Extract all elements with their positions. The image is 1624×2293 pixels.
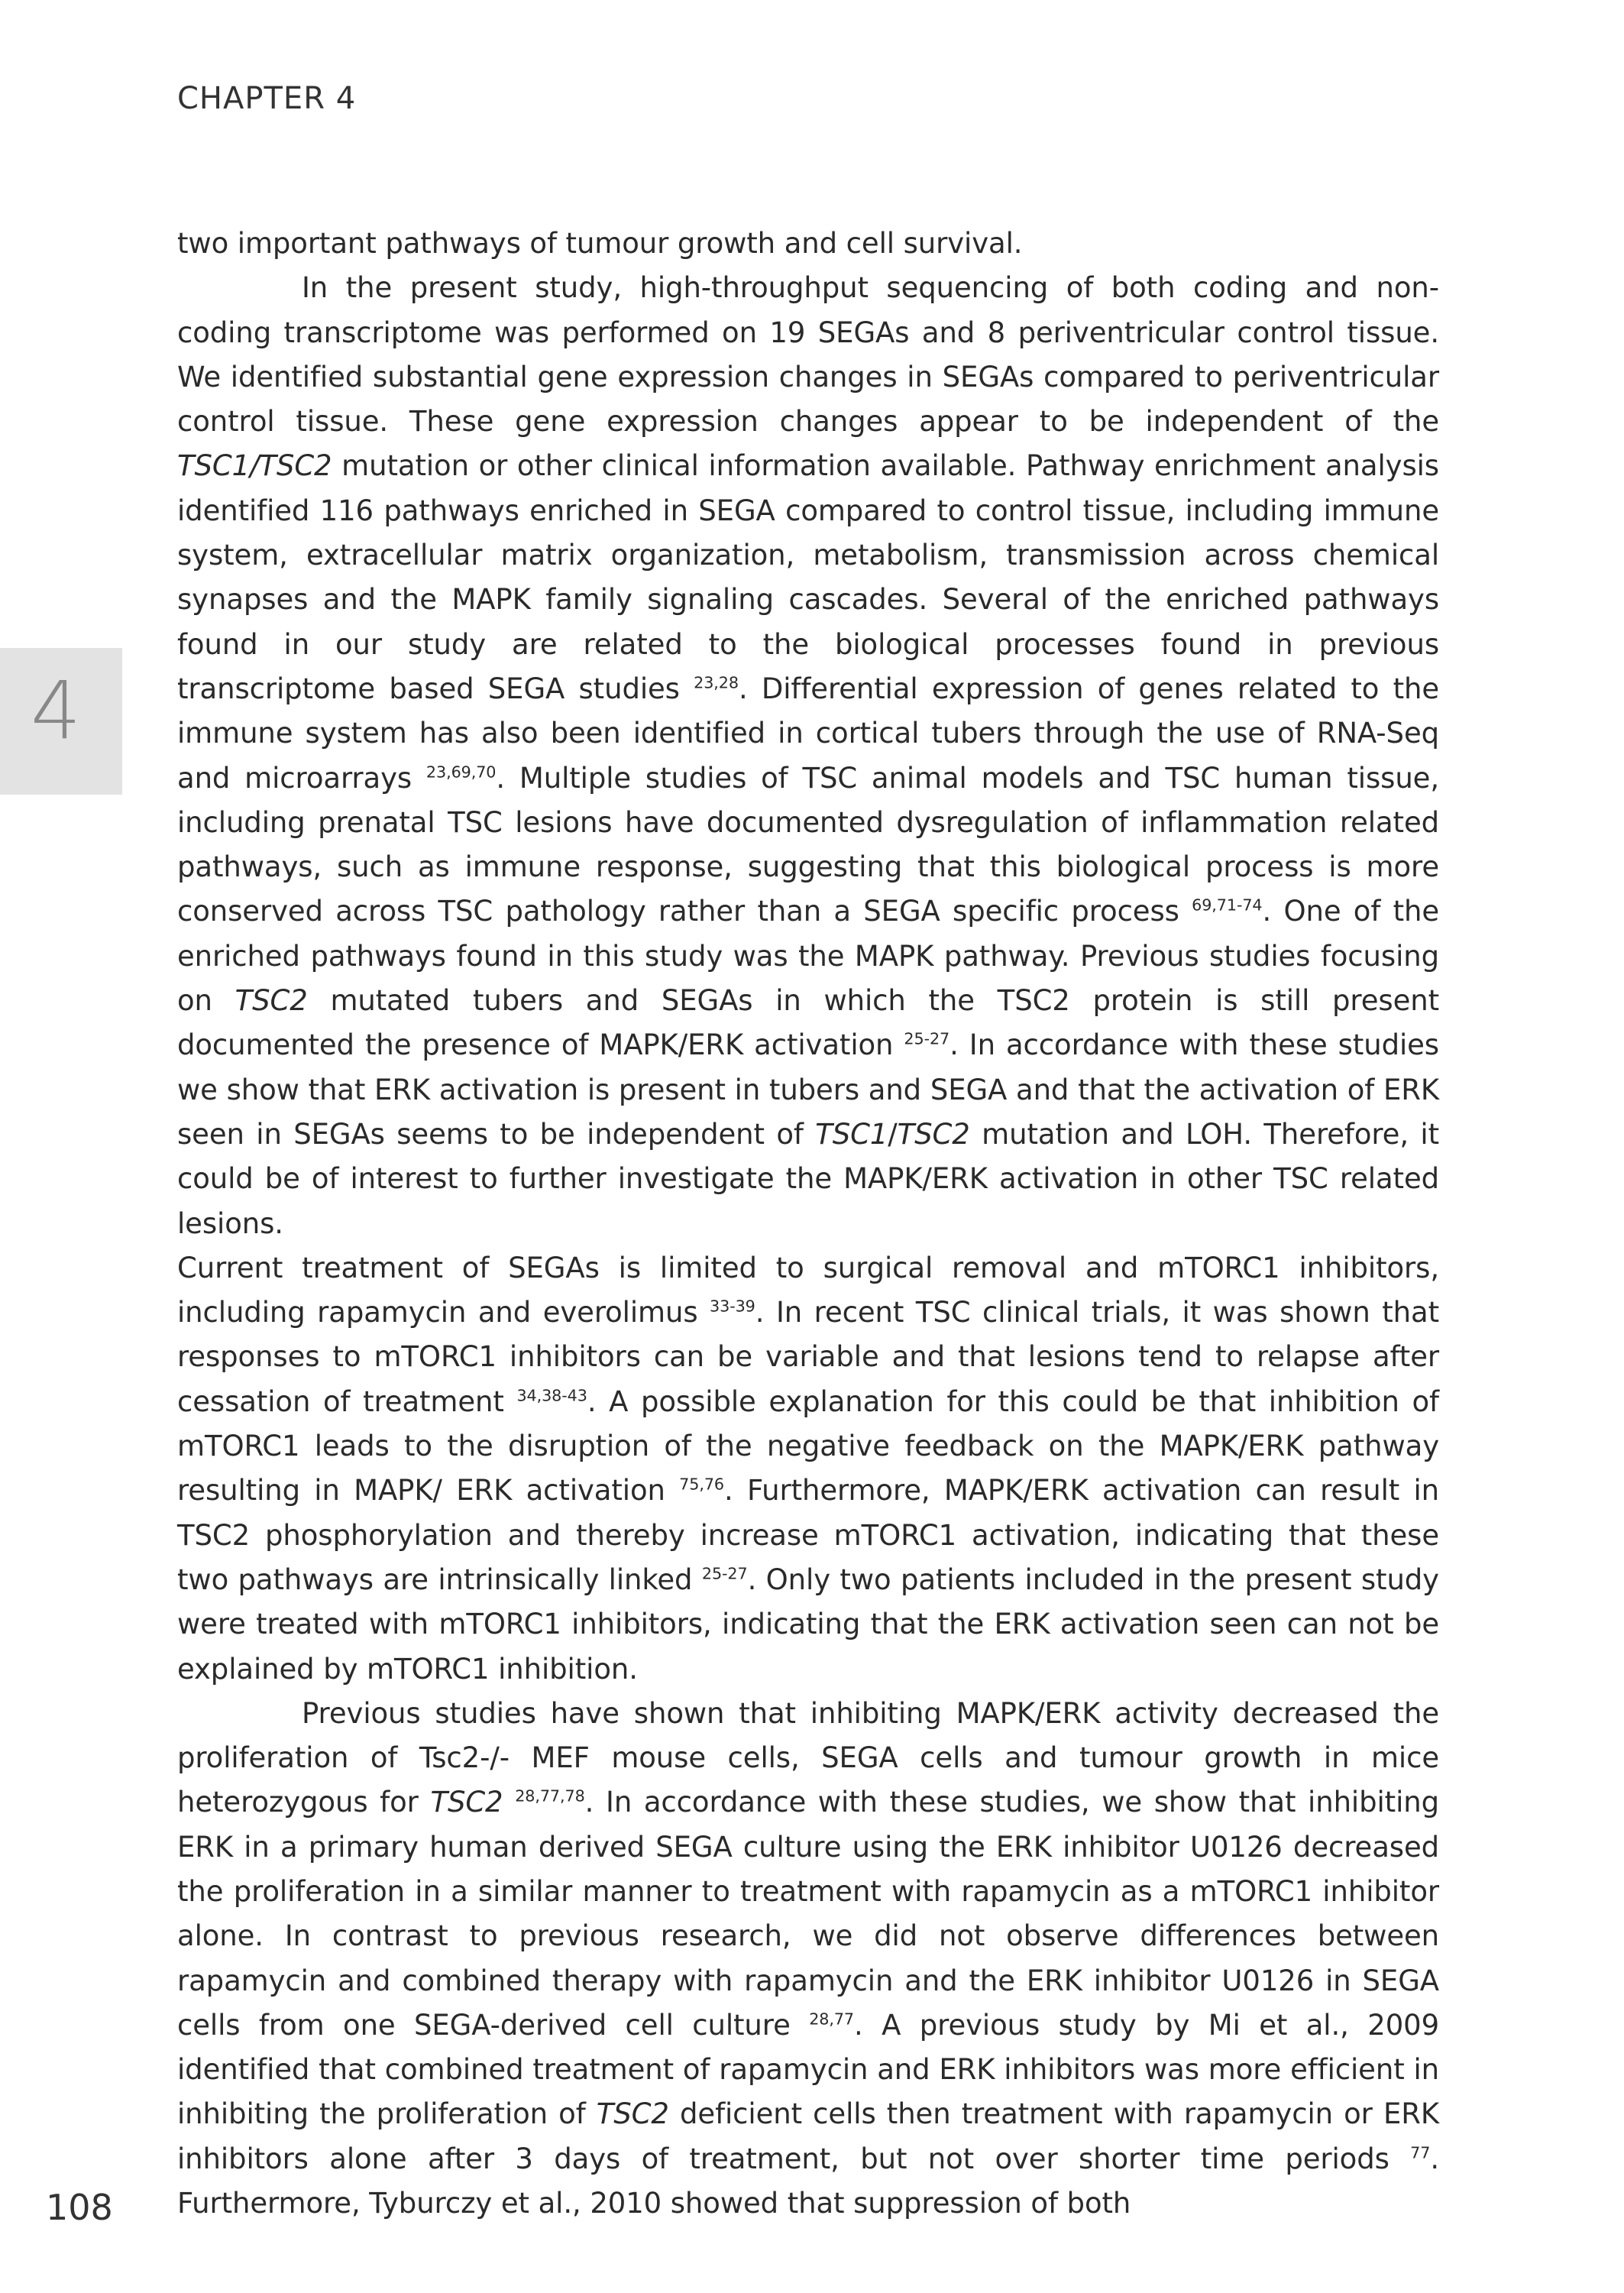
italic-term: TSC2 <box>235 984 308 1018</box>
text-run <box>503 1786 516 1819</box>
text-run: In the present study, high-throughput sequencing of both coding and non-coding transcriptome was performed on 19 SEGAs and 8 periventricular control tissue. We identified substantial gene expression changes in SEGAs compared to periventricular control tissue. These gene expression changes appear to be independent of the <box>177 271 1439 439</box>
text-run: two important pathways of tumour growth and cell survival. <box>177 227 1023 260</box>
citation-reference: 77 <box>1410 2143 1431 2162</box>
text-run: . Furthermore, MAPK/ERK activation can result in TSC2 phosphorylation and thereby increase mTORC1 activation, indicating that these two pathways are intrinsically linked <box>177 1474 1439 1596</box>
citation-reference: 28,77 <box>809 2010 855 2029</box>
citation-reference: 69,71-74 <box>1192 896 1263 915</box>
page-number: 108 <box>46 2187 113 2228</box>
text-run: . One of the enriched pathways found in this study was the MAPK pathway. Previous studies focusing on <box>177 895 1439 1018</box>
citation-reference: 25-27 <box>701 1564 748 1583</box>
italic-term: TSC1/TSC2 <box>177 449 332 483</box>
italic-term: TSC2 <box>596 2097 669 2131</box>
text-run: . A possible explanation for this could be that inhibition of mTORC1 leads to the disruption of the negative feedback on the MAPK/ERK pathway resulting in MAPK/ ERK activation <box>177 1385 1439 1508</box>
text-run: / <box>888 1117 898 1151</box>
text-run: . In recent TSC clinical trials, it was shown that responses to mTORC1 inhibitors can be variable and that lesions tend to relapse after cessation of treatment <box>177 1296 1439 1418</box>
italic-term: TSC2 <box>897 1117 970 1151</box>
text-run: deficient cells then treatment with rapamycin or ERK inhibitors alone after 3 days of treatment, but not over shorter time periods <box>177 2097 1439 2175</box>
paragraph <box>177 1692 1439 2227</box>
chapter-header: CHAPTER 4 <box>177 81 357 116</box>
citation-reference: 25-27 <box>904 1029 950 1048</box>
text-run: . Differential expression of genes related to the immune system has also been identified in cortical tubers through the use of RNA-Seq and microarrays <box>177 672 1439 795</box>
text-run: . Furthermore, Tyburczy et al., 2010 showed that suppression of both <box>177 2142 1439 2220</box>
text-run: mutated tubers and SEGAs in which the TSC2 protein is still present documented the presence of MAPK/ERK activation <box>177 984 1439 1062</box>
text-run: . In accordance with these studies we show that ERK activation is present in tubers and SEGA and that the activation of ERK seen in SEGAs seems to be independent of <box>177 1028 1439 1151</box>
chapter-tab <box>0 648 122 795</box>
citation-reference: 33-39 <box>710 1297 755 1316</box>
paragraph <box>177 266 1439 1246</box>
text-run: Previous studies have shown that inhibiting MAPK/ERK activity decreased the proliferation of Tsc2-/- MEF mouse cells, SEGA cells and tumour growth in mice heterozygous for <box>177 1696 1439 1819</box>
citation-reference: 23,28 <box>694 673 739 692</box>
citation-reference: 28,77,78 <box>515 1786 585 1806</box>
body-text <box>177 222 1439 2226</box>
paragraph <box>177 1246 1439 1692</box>
text-run: . A previous study by Mi et al., 2009 identified that combined treatment of rapamycin and ERK inhibitors was more efficient in inhibiting the proliferation of <box>177 2008 1440 2131</box>
italic-term: TSC1 <box>815 1117 888 1151</box>
chapter-tab-number: 4 <box>31 664 82 757</box>
citation-reference: 34,38-43 <box>516 1386 587 1405</box>
paragraph <box>177 222 1439 266</box>
text-run: . In accordance with these studies, we show that inhibiting ERK in a primary human derived SEGA culture using the ERK inhibitor U0126 decreased the proliferation in a similar manner to treatment with rapamycin as a mTORC1 inhibitor alone. In contrast to previous research, we did not observe differences between rapamycin and combined therapy with rapamycin and the ERK inhibitor U0126 in SEGA cells from one SEGA-derived cell culture <box>177 1786 1439 2042</box>
text-run: . Multiple studies of TSC animal models and TSC human tissue, including prenatal TSC lesions have documented dysregulation of inflammation related pathways, such as immune response, suggesting that this biological process is more conserved across TSC pathology rather than a SEGA specific process <box>177 761 1440 928</box>
text-run: mutation and LOH. Therefore, it could be of interest to further investigate the MAPK/ERK activation in other TSC related lesions. <box>177 1117 1439 1240</box>
text-run: mutation or other clinical information available. Pathway enrichment analysis identified 116 pathways enriched in SEGA compared to control tissue, including immune system, extracellular matrix organization, metabolism, transmission across chemical synapses and the MAPK family signaling cascades. Several of the enriched pathways found in our study are related to the biological processes found in previous transcriptome based SEGA studies <box>177 449 1439 705</box>
italic-term: TSC2 <box>430 1786 503 1819</box>
citation-reference: 23,69,70 <box>425 763 497 782</box>
citation-reference: 75,76 <box>679 1475 724 1494</box>
text-run: . Only two patients included in the present study were treated with mTORC1 inhibitors, indicating that the ERK activation seen can not be explained by mTORC1 inhibition. <box>177 1563 1439 1686</box>
text-run: Current treatment of SEGAs is limited to surgical removal and mTORC1 inhibitors, including rapamycin and everolimus <box>177 1251 1439 1329</box>
